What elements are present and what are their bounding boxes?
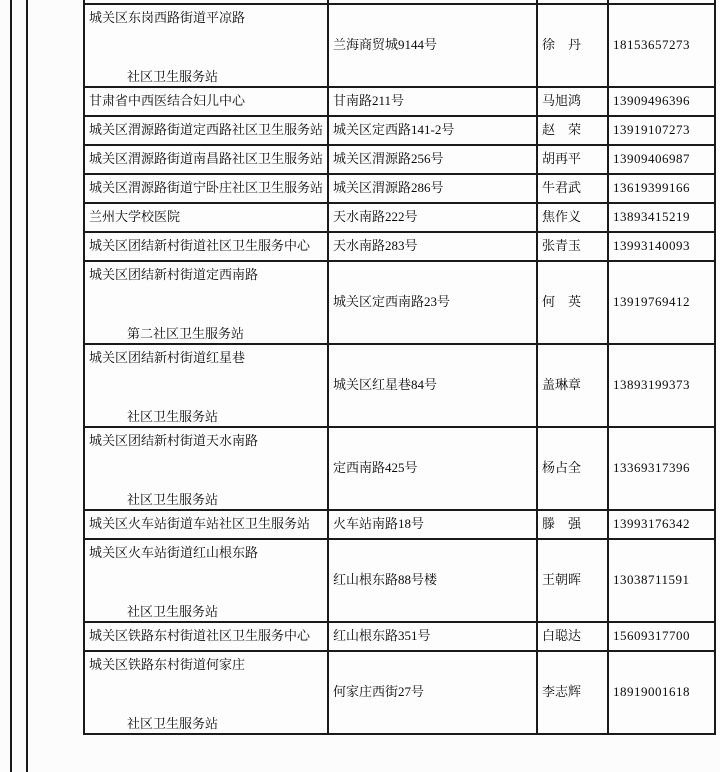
station-name-cell [84,344,328,427]
table-row [84,232,715,261]
contact-cell: 张青玉 [537,232,608,261]
contact-cell: 杨占全 [537,427,608,510]
contact-cell: 白聪达 [537,622,608,651]
table-row [84,87,715,116]
table-row [84,261,715,344]
address-cell: 兰海商贸城9144号 [328,4,537,87]
phone-cell: 13893199373 [608,344,715,427]
table-row [84,174,715,203]
station-name-line1: 城关区东岗西路街道平凉路 [89,10,246,25]
address-cell: 定西南路425号 [328,427,537,510]
station-name-line2: 社区卫生服务站 [127,604,219,620]
table-row [84,145,715,174]
station-name-line1: 城关区火车站街道红山根东路 [89,545,259,560]
address-cell: 城关区红星巷84号 [328,344,537,427]
contact-cell: 李志辉 [537,651,608,734]
station-name-cell: 城关区渭源路街道宁卧庄社区卫生服务站 [84,174,328,203]
address-cell: 何家庄西街27号 [328,651,537,734]
contact-cell: 焦作义 [537,203,608,232]
station-name-line2: 第二社区卫生服务站 [127,326,245,342]
table-row [84,4,715,87]
station-name-line2: 社区卫生服务站 [127,716,219,732]
station-name-cell: 城关区渭源路街道南昌路社区卫生服务站 [84,145,328,174]
station-name-cell [84,539,328,622]
station-name-cell: 甘肃省中西医结合妇儿中心 [84,87,328,116]
station-name-line1: 城关区铁路东村街道何家庄 [89,657,246,672]
contact-cell: 马旭鸿 [537,87,608,116]
station-name-cell: 兰州大学校医院 [84,203,328,232]
contact-cell: 王朝晖 [537,539,608,622]
left-column-rule [10,0,28,772]
address-cell: 红山根东路351号 [328,622,537,651]
address-cell: 城关区定西南路23号 [328,261,537,344]
phone-cell: 13619399166 [608,174,715,203]
station-name-cell: 城关区火车站街道车站社区卫生服务站 [84,510,328,539]
station-name-cell [84,427,328,510]
station-name-line1: 城关区团结新村街道天水南路 [89,433,259,448]
table-row [84,427,715,510]
station-name-line2: 社区卫生服务站 [127,69,219,85]
address-cell: 天水南路222号 [328,203,537,232]
table-body [84,0,715,734]
station-name-line2: 社区卫生服务站 [127,492,219,508]
station-name-cell [84,651,328,734]
contact-cell: 胡再平 [537,145,608,174]
address-cell: 城关区定西路141-2号 [328,116,537,145]
station-name-cell: 城关区团结新村街道社区卫生服务中心 [84,232,328,261]
contact-cell: 徐 丹 [537,4,608,87]
address-cell: 天水南路283号 [328,232,537,261]
table-row [84,651,715,734]
phone-cell: 13909406987 [608,145,715,174]
phone-cell: 13919769412 [608,261,715,344]
table-row [84,510,715,539]
address-cell: 城关区渭源路286号 [328,174,537,203]
address-cell: 火车站南路18号 [328,510,537,539]
station-name-line1: 城关区团结新村街道红星巷 [89,350,246,365]
table-row [84,344,715,427]
phone-cell: 15609317700 [608,622,715,651]
station-name-line1: 城关区团结新村街道定西南路 [89,267,259,282]
contact-cell: 盖琳章 [537,344,608,427]
station-name-cell: 城关区铁路东村街道社区卫生服务中心 [84,622,328,651]
contact-cell: 赵 荣 [537,116,608,145]
phone-cell: 13919107273 [608,116,715,145]
phone-cell: 13038711591 [608,539,715,622]
station-name-cell [84,261,328,344]
station-name-line2: 社区卫生服务站 [127,409,219,425]
table-row [84,622,715,651]
address-cell: 红山根东路88号楼 [328,539,537,622]
address-cell: 城关区渭源路256号 [328,145,537,174]
table-row [84,539,715,622]
phone-cell: 13369317396 [608,427,715,510]
table-row [84,116,715,145]
phone-cell: 18919001618 [608,651,715,734]
phone-cell: 13893415219 [608,203,715,232]
contact-cell: 滕 强 [537,510,608,539]
station-name-cell [84,4,328,87]
phone-cell: 18153657273 [608,4,715,87]
address-cell: 甘南路211号 [328,87,537,116]
contact-cell: 何 英 [537,261,608,344]
health-stations-table [83,0,716,735]
phone-cell: 13993140093 [608,232,715,261]
contact-cell: 牛君武 [537,174,608,203]
phone-cell: 13993176342 [608,510,715,539]
table-row [84,203,715,232]
phone-cell: 13909496396 [608,87,715,116]
station-name-cell: 城关区渭源路街道定西路社区卫生服务站 [84,116,328,145]
